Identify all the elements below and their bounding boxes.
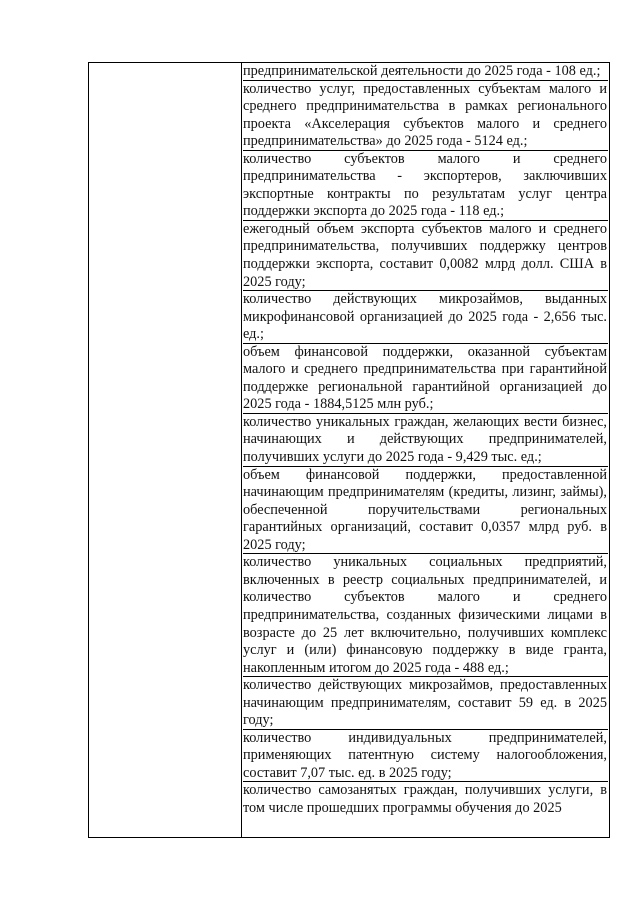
indicator-item: количество действующих микрозаймов, выданных микрофинансовой организацией до 2025 года - 2,656 тыс. ед.; — [243, 291, 607, 343]
indicator-item: количество субъектов малого и среднего предпринимательства - экспортеров, заключивших экспортные контракты по результатам услуг центра поддержки экспорта до 2025 года - 118 ед.; — [243, 150, 607, 220]
indicator-item: количество уникальных социальных предприятий, включенных в реестр социальных предпринимателей, и количество субъектов малого и среднего предпринимательства, созданных физическими лицами в возрасте до 25 лет включительно, получивших комплекс услуг и (или) финансовую поддержку в виде гранта, накопленным итогом до 2025 года - 488 ед.; — [243, 554, 607, 676]
indicator-item: количество индивидуальных предпринимателей, применяющих патентную систему налогообложения, составит 7,07 тыс. ед. в 2025 году; — [243, 729, 607, 781]
indicator-item: объем финансовой поддержки, оказанной субъектам малого и среднего предпринимательства при гарантийной поддержке региональной гарантийной организацией до 2025 года - 1884,5125 млн руб.; — [243, 343, 607, 413]
indicator-item: количество уникальных граждан, желающих вести бизнес, начинающих и действующих предпринимателей, получивших услуги до 2025 года - 9,429 тыс. ед.; — [243, 413, 607, 466]
indicator-item: объем финансовой поддержки, предоставленной начинающим предпринимателям (кредиты, лизинг, займы), обеспеченной поручительствами региональных гарантийных организаций, составит 0,0357 млрд руб. в 2025 году; — [243, 466, 607, 553]
indicator-item: количество услуг, предоставленных субъектам малого и среднего предпринимательства в рамках регионального проекта «Акселерация субъектов малого и среднего предпринимательства» до 2025 года - 5124 ед.; — [243, 80, 607, 150]
indicator-item: количество самозанятых граждан, получивших услуги, в том числе прошедших программы обучения до 2025 — [243, 782, 607, 816]
indicator-item: ежегодный объем экспорта субъектов малого и среднего предпринимательства, получивших поддержку центров поддержки экспорта, составит 0,0082 млрд долл. США в 2025 году; — [243, 220, 607, 290]
document-table — [88, 62, 610, 838]
column-divider — [241, 63, 242, 837]
indicators-column — [243, 63, 608, 837]
indicator-item: количество действующих микрозаймов, предоставленных начинающим предпринимателям, составит 59 ед. в 2025 году; — [243, 677, 607, 729]
indicator-item: предпринимательской деятельности до 2025 года - 108 ед.; — [243, 63, 601, 79]
